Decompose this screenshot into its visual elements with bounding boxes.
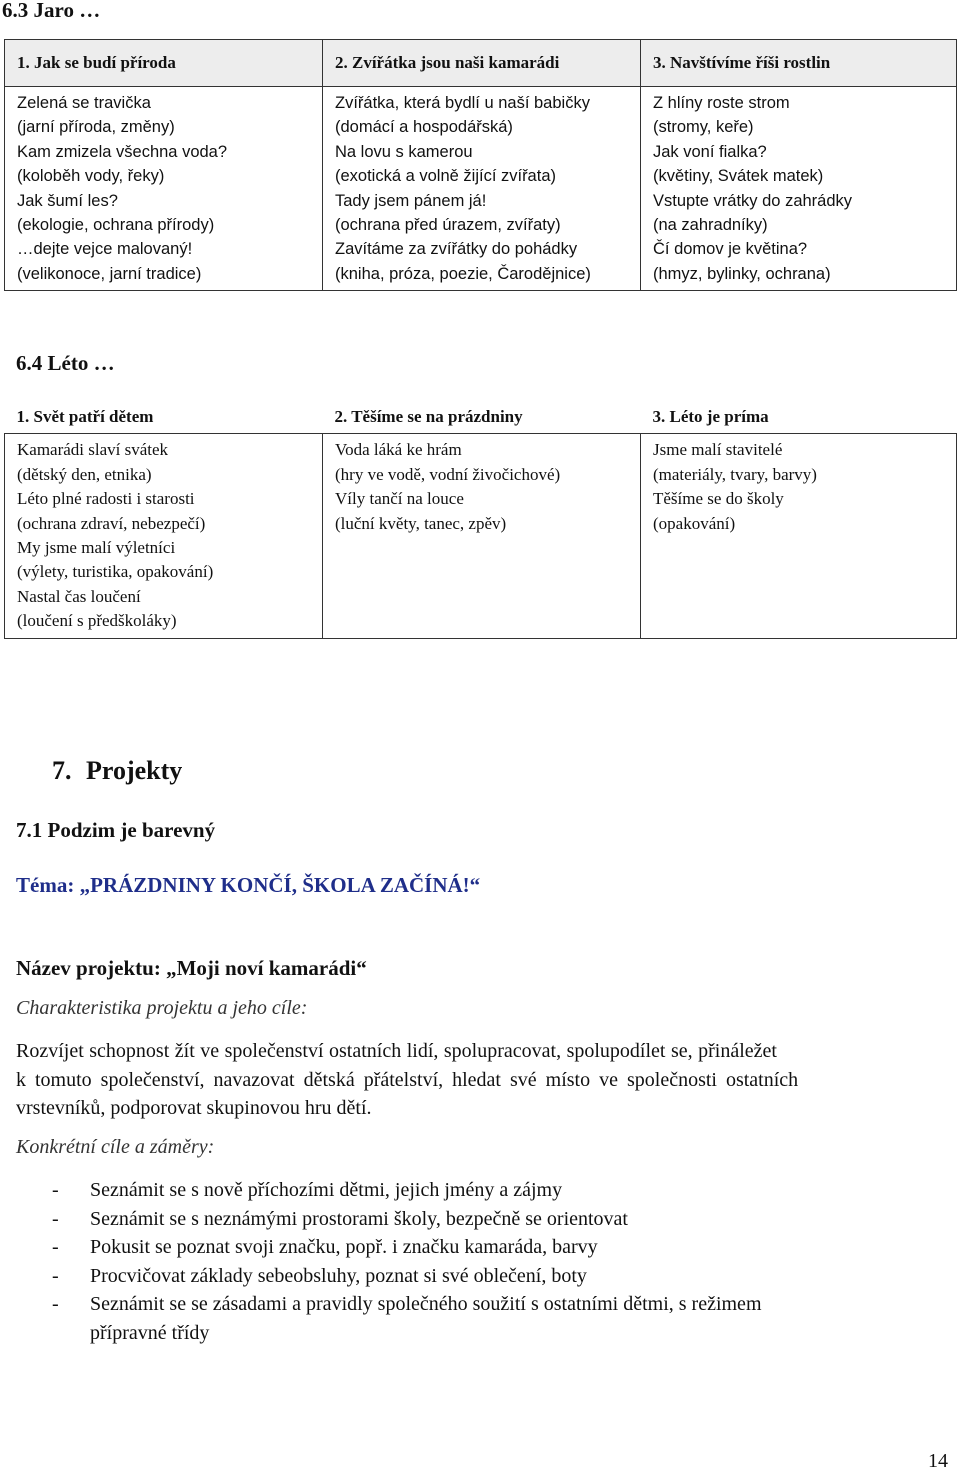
cell-line: Zvířátka, která bydlí u naší babičky — [335, 94, 590, 112]
cell-line: (květiny, Svátek matek) — [653, 167, 824, 186]
cell-line: (opakování) — [653, 513, 736, 533]
table-header-cell: 3. Léto je príma — [652, 407, 769, 426]
cell-line: Jak voní fialka? — [653, 142, 767, 161]
table-row — [5, 434, 957, 638]
table-header-cell: 1. Svět patří dětem — [16, 407, 154, 426]
cell-line: Voda láká ke hrám — [335, 440, 462, 460]
cell-line: (ochrana před úrazem, zvířaty) — [335, 216, 561, 235]
table-header-cell: 1. Jak se budí příroda — [5, 40, 323, 87]
tema-value: „PRÁZDNINY KONČÍ, ŠKOLA ZAČÍNÁ!“ — [79, 873, 481, 897]
table-row — [5, 87, 957, 291]
tema-label: Téma: — [16, 873, 75, 897]
cell-line: (velikonoce, jarní tradice) — [17, 264, 202, 283]
tema-line — [16, 873, 480, 898]
sub-heading: 7.1 Podzim je barevný — [16, 818, 216, 842]
paragraph-line: vrstevníků, podporovat skupinovou hru dětí. — [16, 1097, 372, 1119]
project-name-line — [16, 956, 367, 981]
cell-line: (koloběh vody, řeky) — [17, 167, 165, 186]
list-item — [52, 1205, 952, 1234]
project-name-label: Název projektu: — [16, 956, 161, 980]
list-item-line: přípravné třídy — [90, 1321, 210, 1344]
goals-list — [52, 1176, 952, 1356]
paragraph-line: k tomuto společenství, navazovat dětská přátelství, hledat své místo ve společnosti ostatních — [16, 1068, 799, 1091]
list-item-text — [90, 1290, 960, 1347]
cell-line: (stromy, keře) — [653, 118, 754, 137]
jaro-table — [4, 39, 957, 291]
table-header-cell: 2. Těšíme se na prázdniny — [334, 407, 523, 426]
cell-line: (jarní příroda, změny) — [17, 118, 175, 137]
cell-line: (hry ve vodě, vodní živočichové) — [335, 464, 561, 484]
bullet-dash: - — [52, 1236, 59, 1258]
bullet-dash: - — [52, 1207, 59, 1230]
cell-line: Tady jsem pánem já! — [335, 191, 487, 210]
list-item — [52, 1233, 952, 1262]
table-header-row — [5, 40, 957, 87]
list-item-text: Procvičovat základy sebeobsluhy, poznat si své oblečení, boty — [90, 1264, 587, 1287]
list-item-text: Pokusit se poznat svoji značku, popř. i značku kamaráda, barvy — [90, 1236, 598, 1258]
list-item — [52, 1290, 952, 1348]
bullet-dash: - — [52, 1293, 59, 1315]
table-header-cell: 3. Navštívíme říši rostlin — [641, 40, 957, 87]
table-cell — [641, 87, 957, 291]
cell-line: My jsme malí výletníci — [17, 538, 176, 558]
cell-line: (ochrana zdraví, nebezpečí) — [17, 513, 206, 533]
cell-line: (dětský den, etnika) — [17, 464, 152, 484]
cell-line: (výlety, turistika, opakování) — [17, 562, 214, 582]
cell-line: (kniha, próza, poezie, Čarodějnice) — [335, 264, 591, 283]
leto-table — [4, 402, 957, 639]
cell-line: Zelená se travička — [17, 94, 151, 112]
cell-line: (na zahradníky) — [653, 216, 768, 235]
goals-label: Konkrétní cíle a záměry: — [16, 1136, 215, 1158]
list-item-text: Seznámit se s nově příchozími dětmi, jejich jmény a zájmy — [90, 1179, 563, 1201]
cell-line: Zavítáme za zvířátky do pohádky — [335, 240, 578, 259]
list-item — [52, 1262, 952, 1291]
cell-line: Kamarádi slaví svátek — [17, 440, 169, 460]
table-header-row — [5, 402, 957, 434]
table-cell — [5, 87, 323, 291]
list-item — [52, 1176, 952, 1205]
table-cell — [323, 434, 641, 638]
paragraph-line: Rozvíjet schopnost žít ve společenství ostatních lidí, spolupracovat, spolupodílet se, přináležet — [16, 1040, 777, 1062]
cell-line: (loučení s předškoláky) — [17, 611, 177, 631]
cell-line: (hmyz, bylinky, ochrana) — [653, 264, 831, 283]
characteristics-paragraph — [16, 1037, 952, 1123]
cell-line: Víly tančí na louce — [335, 489, 464, 509]
section-heading-leto: 6.4 Léto … — [16, 351, 115, 375]
cell-line: Jak šumí les? — [17, 191, 118, 210]
cell-line: Čí domov je květina? — [653, 240, 808, 259]
cell-line: (domácí a hospodářská) — [335, 118, 513, 137]
cell-line: Z hlíny roste strom — [653, 94, 790, 112]
cell-line: Vstupte vrátky do zahrádky — [653, 191, 853, 210]
table-cell — [641, 434, 957, 638]
cell-line: Kam zmizela všechna voda? — [17, 142, 228, 161]
table-cell — [5, 434, 323, 638]
table-header-cell: 2. Zvířátka jsou naši kamarádi — [323, 40, 641, 87]
project-name-value: „Moji noví kamarádi“ — [166, 956, 367, 980]
cell-line: (materiály, tvary, barvy) — [653, 464, 817, 484]
cell-line: (ekologie, ochrana přírody) — [17, 216, 215, 235]
cell-line: Léto plné radosti i starosti — [17, 489, 195, 509]
bullet-dash: - — [52, 1179, 59, 1201]
cell-line: Jsme malí stavitelé — [653, 440, 783, 460]
page-number: 14 — [928, 1450, 948, 1472]
table-cell — [323, 87, 641, 291]
list-item-line: Seznámit se se zásadami a pravidly společného soužití s ostatními dětmi, s režimem — [90, 1293, 762, 1315]
cell-line: …dejte vejce malovaný! — [17, 240, 193, 259]
bullet-dash: - — [52, 1264, 59, 1287]
cell-line: (exotická a volně žijící zvířata) — [335, 167, 556, 186]
chapter-heading — [52, 756, 182, 786]
cell-line: Na lovu s kamerou — [335, 142, 473, 161]
cell-line: Nastal čas loučení — [17, 586, 141, 606]
list-item-text: Seznámit se s neznámými prostorami školy, bezpečně se orientovat — [90, 1207, 628, 1230]
chapter-title: Projekty — [86, 756, 183, 785]
characteristics-label: Charakteristika projektu a jeho cíle: — [16, 997, 308, 1019]
cell-line: Těšíme se do školy — [653, 489, 784, 509]
chapter-number: 7. — [52, 756, 72, 785]
section-heading-jaro: 6.3 Jaro … — [2, 0, 101, 22]
cell-line: (luční květy, tanec, zpěv) — [335, 513, 507, 533]
